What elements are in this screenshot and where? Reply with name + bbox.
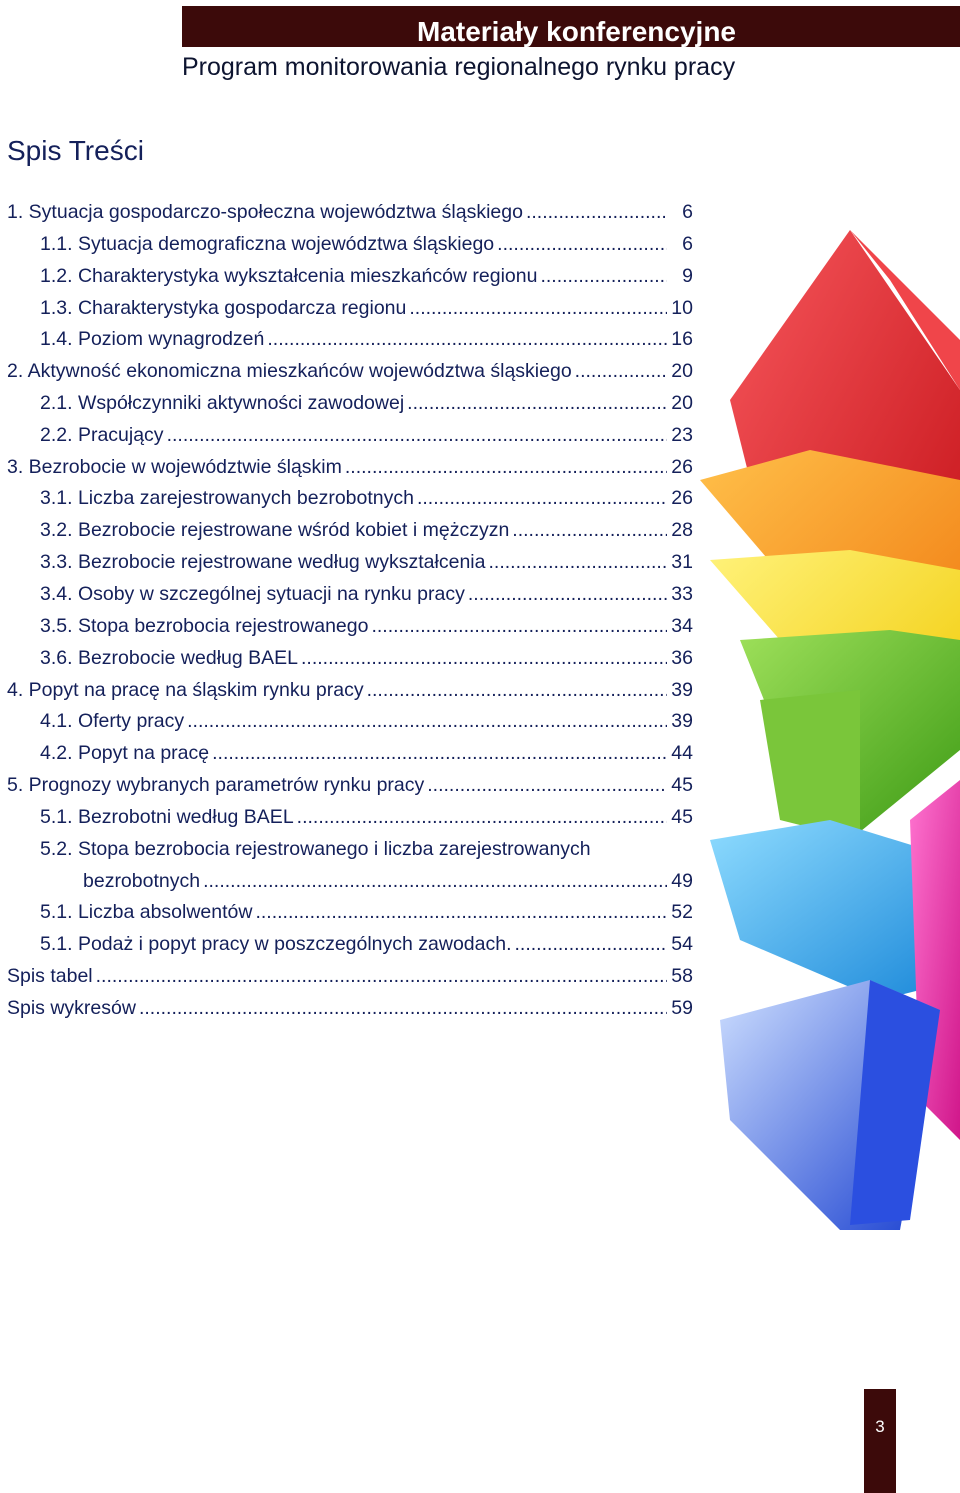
- toc-entry-leader: [497, 229, 667, 259]
- toc-entry-label: 4.1. Oferty pracy: [40, 710, 185, 732]
- toc-entry-page: 59: [671, 997, 693, 1019]
- toc-entry-leader: [427, 770, 667, 800]
- toc-entry-page: 26: [671, 456, 693, 478]
- toc-entry-page: 54: [671, 933, 693, 955]
- toc-entry[interactable]: [83, 866, 693, 896]
- toc-entry-leader: [96, 961, 667, 991]
- toc-entry-label: 4.2. Popyt na pracę: [40, 742, 210, 764]
- toc-entry[interactable]: [40, 929, 693, 959]
- toc-entry-page: 33: [671, 583, 693, 605]
- toc-entry-leader: [212, 738, 667, 768]
- toc-entry-page: 49: [671, 870, 693, 892]
- toc-entry-leader: [187, 706, 667, 736]
- toc-entry-page: 36: [671, 647, 693, 669]
- header-bar: [182, 6, 960, 47]
- toc-entry-page: 39: [671, 710, 693, 732]
- toc-entry[interactable]: [7, 675, 693, 705]
- toc-entry[interactable]: [7, 356, 693, 386]
- toc-entry-page: 20: [671, 360, 693, 382]
- toc-entry[interactable]: [40, 229, 693, 259]
- toc-entry-label: 5.2. Stopa bezrobocia rejestrowanego i liczba zarejestrowanych: [40, 838, 591, 860]
- toc-entry-label: bezrobotnych: [83, 870, 201, 892]
- toc-entry[interactable]: [40, 547, 693, 577]
- toc-entry[interactable]: [40, 897, 693, 927]
- rainbow-3d-bars-graphic: [700, 220, 960, 1240]
- toc-entry[interactable]: [40, 515, 693, 545]
- toc-entry[interactable]: [40, 579, 693, 609]
- toc-entry[interactable]: [40, 834, 693, 864]
- toc-entry-page: 31: [671, 551, 693, 573]
- toc-entry-leader: [167, 420, 667, 450]
- toc-entry-label: 2.2. Pracujący: [40, 424, 164, 446]
- toc-entry-label: 3.2. Bezrobocie rejestrowane wśród kobiet i mężczyzn: [40, 519, 510, 541]
- toc-entry-leader: [301, 643, 667, 673]
- toc-entry-page: 58: [671, 965, 693, 987]
- toc-entry-leader: [345, 452, 667, 482]
- toc-entry[interactable]: [40, 706, 693, 736]
- toc-entry-page: 6: [682, 233, 693, 255]
- toc-entry-leader: [139, 993, 667, 1023]
- toc-entry[interactable]: [40, 611, 693, 641]
- toc-entry-label: Spis tabel: [7, 965, 93, 987]
- toc-entry-page: 10: [671, 297, 693, 319]
- toc-entry-page: 44: [671, 742, 693, 764]
- toc-entry-label: 1.1. Sytuacja demograficzna województwa śląskiego: [40, 233, 495, 255]
- toc-entry-page: 6: [682, 201, 693, 223]
- toc-entry-label: 5.1. Liczba absolwentów: [40, 901, 253, 923]
- toc-entry-label: 5.1. Bezrobotni według BAEL: [40, 806, 294, 828]
- toc-entry-label: Spis wykresów: [7, 997, 136, 1019]
- toc-entry-label: 5. Prognozy wybranych parametrów rynku pracy: [7, 774, 425, 796]
- toc-entry-leader: [203, 866, 667, 896]
- toc-entry-leader: [512, 515, 667, 545]
- toc-entry-leader: [575, 356, 667, 386]
- page-number: 3: [875, 1417, 885, 1436]
- toc-entry[interactable]: [7, 452, 693, 482]
- toc-entry[interactable]: [7, 961, 693, 991]
- toc-entry[interactable]: [40, 324, 693, 354]
- header-subtitle: Program monitorowania regionalnego rynku pracy: [182, 53, 736, 81]
- toc-entry-page: 45: [671, 806, 693, 828]
- toc-entry[interactable]: [40, 388, 693, 418]
- toc-entry-page: 23: [671, 424, 693, 446]
- toc-entry-page: 39: [671, 679, 693, 701]
- toc-entry[interactable]: [40, 261, 693, 291]
- toc-entry-leader: [468, 579, 667, 609]
- toc-entry[interactable]: [40, 420, 693, 450]
- toc-entry-page: 34: [671, 615, 693, 637]
- toc-entry-page: 9: [682, 265, 693, 287]
- toc-entry[interactable]: [7, 993, 693, 1023]
- toc-entry-leader: [267, 324, 667, 354]
- toc-entry-leader: [371, 611, 667, 641]
- page-number-tab: [864, 1389, 896, 1493]
- toc-heading: Spis Treści: [7, 135, 144, 166]
- toc-entry[interactable]: [40, 293, 693, 323]
- toc-entry-leader: [407, 388, 667, 418]
- toc-entry-label: 3.1. Liczba zarejestrowanych bezrobotnych: [40, 487, 414, 509]
- toc-entry-label: 3.5. Stopa bezrobocia rejestrowanego: [40, 615, 369, 637]
- toc-entry-label: 1. Sytuacja gospodarczo-społeczna województwa śląskiego: [7, 201, 523, 223]
- toc-entry-leader: [297, 802, 667, 832]
- toc-entry[interactable]: [40, 483, 693, 513]
- toc-entry-label: 3.3. Bezrobocie rejestrowane według wykształcenia: [40, 551, 486, 573]
- toc-entry-leader: [540, 261, 667, 291]
- toc-entry-label: 1.3. Charakterystyka gospodarcza regionu: [40, 297, 407, 319]
- toc-entry-label: 5.1. Podaż i popyt pracy w poszczególnych zawodach.: [40, 933, 512, 955]
- toc-entry-page: 20: [671, 392, 693, 414]
- toc-entry[interactable]: [40, 738, 693, 768]
- toc-entry-page: 16: [671, 328, 693, 350]
- toc-entry[interactable]: [40, 643, 693, 673]
- header-title: Materiały konferencyjne: [416, 16, 736, 47]
- toc-entry-label: 2. Aktywność ekonomiczna mieszkańców województwa śląskiego: [7, 360, 572, 382]
- toc-entry-page: 45: [671, 774, 693, 796]
- toc-entry-leader: [526, 197, 667, 227]
- toc-entry-label: 3. Bezrobocie w województwie śląskim: [7, 456, 342, 478]
- toc-entry-leader: [417, 483, 667, 513]
- toc-entry-leader: [515, 929, 667, 959]
- toc-entry-leader: [488, 547, 667, 577]
- toc-entry-leader: [367, 675, 667, 705]
- toc-entry-leader: [255, 897, 667, 927]
- toc-entry-label: 3.6. Bezrobocie według BAEL: [40, 647, 298, 669]
- toc-entry[interactable]: [7, 197, 693, 227]
- toc-entry[interactable]: [40, 802, 693, 832]
- toc-entry-label: 1.4. Poziom wynagrodzeń: [40, 328, 265, 350]
- toc-entry-label: 1.2. Charakterystyka wykształcenia mieszkańców regionu: [40, 265, 538, 287]
- toc-entry-label: 4. Popyt na pracę na śląskim rynku pracy: [7, 679, 364, 701]
- toc-entry-label: 2.1. Współczynniki aktywności zawodowej: [40, 392, 405, 414]
- toc-entry-label: 3.4. Osoby w szczególnej sytuacji na rynku pracy: [40, 583, 465, 605]
- toc-entry-leader: [409, 293, 667, 323]
- toc-entry-page: 28: [671, 519, 693, 541]
- toc-entry[interactable]: [7, 770, 693, 800]
- toc-entry-page: 52: [671, 901, 693, 923]
- toc-entry-page: 26: [671, 487, 693, 509]
